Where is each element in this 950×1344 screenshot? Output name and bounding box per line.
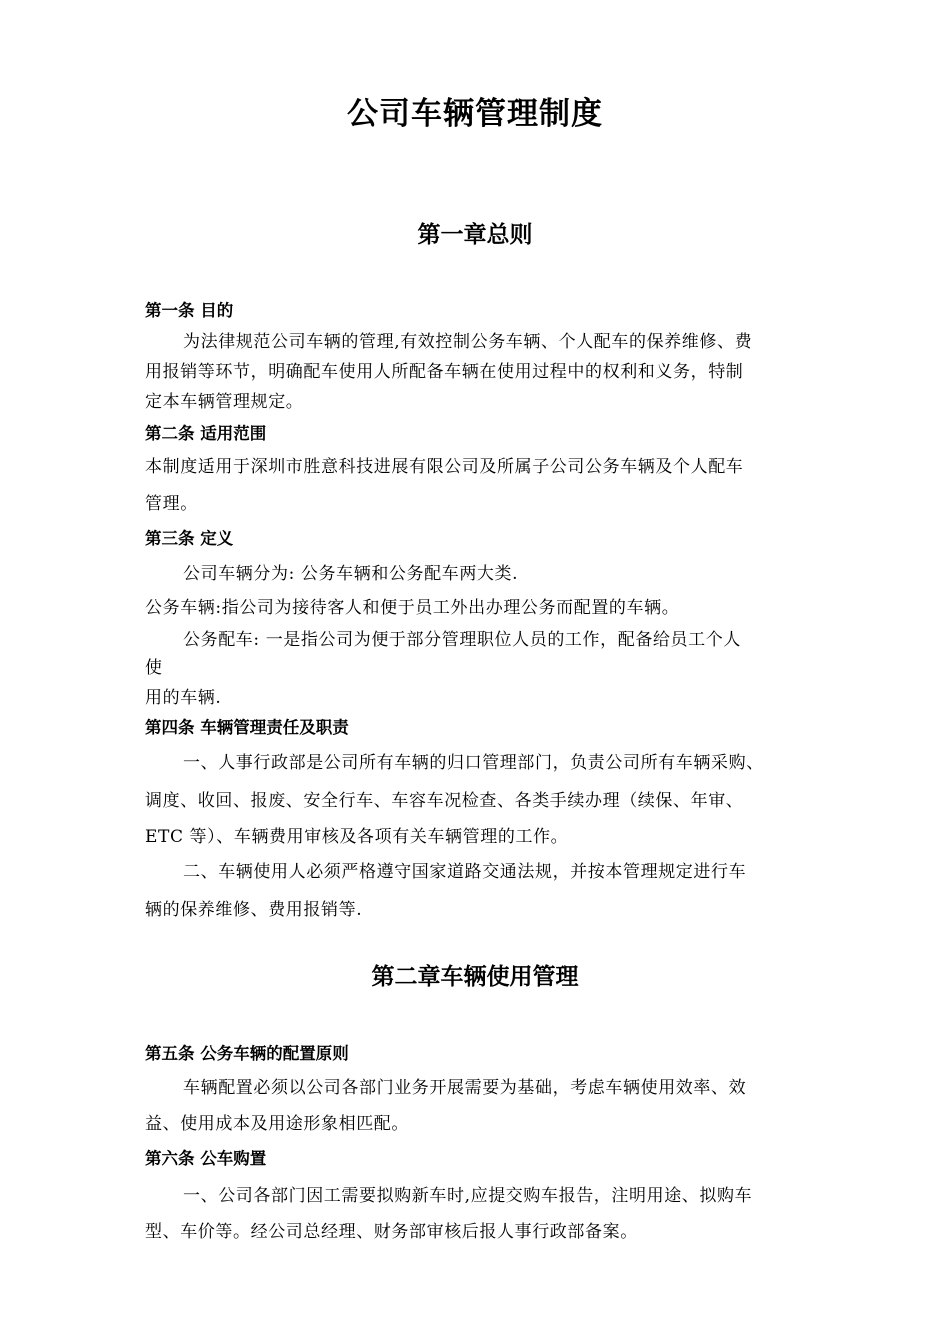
paragraph-line: 益、使用成本及用途形象相匹配。 — [145, 1114, 409, 1134]
paragraph-line: 管理。 — [145, 494, 198, 514]
paragraph-line: 一、公司各部门因工需要拟购新车时,应提交购车报告，注明用途、拟购车 — [183, 1186, 753, 1206]
paragraph-line: 辆的保养维修、费用报销等. — [145, 900, 363, 920]
chapter-heading: 第一章总则 — [417, 222, 533, 248]
paragraph-line: 公务车辆:指公司为接待客人和便于员工外出办理公务而配置的车辆。 — [145, 598, 680, 618]
article-heading: 第六条 公车购置 — [145, 1149, 267, 1168]
paragraph-line: 定本车辆管理规定。 — [145, 392, 304, 412]
paragraph-line: 用报销等环节，明确配车使用人所配备车辆在使用过程中的权利和义务，特制 — [145, 362, 744, 382]
paragraph-line: 二、车辆使用人必须严格遵守国家道路交通法规，并按本管理规定进行车 — [183, 862, 747, 882]
article-heading: 第五条 公务车辆的配置原则 — [145, 1044, 349, 1063]
article-heading: 第二条 适用范围 — [145, 424, 267, 443]
paragraph-line: ETC 等）、车辆费用审核及各项有关车辆管理的工作。 — [145, 827, 569, 847]
paragraph-line: 公务配车: 一是指公司为便于部分管理职位人员的工作，配备给员工个人 — [183, 630, 741, 650]
chapter-heading: 第二章车辆使用管理 — [371, 964, 579, 990]
paragraph-line: 一、人事行政部是公司所有车辆的归口管理部门，负责公司所有车辆采购、 — [183, 753, 764, 773]
paragraph-line: 使 — [145, 658, 163, 678]
article-heading: 第三条 定义 — [145, 529, 234, 548]
document-title: 公司车辆管理制度 — [347, 96, 603, 132]
article-heading: 第四条 车辆管理责任及职责 — [145, 718, 349, 737]
paragraph-line: 调度、收回、报废、安全行车、车容车况检查、各类手续办理（续保、年审、 — [145, 791, 744, 811]
paragraph-line: 为法律规范公司车辆的管理,有效控制公务车辆、个人配车的保养维修、费 — [183, 332, 753, 352]
paragraph-line: 本制度适用于深圳市胜意科技进展有限公司及所属子公司公务车辆及个人配车 — [145, 457, 744, 477]
paragraph-line: 用的车辆. — [145, 688, 222, 708]
paragraph-line: 公司车辆分为: 公务车辆和公务配车两大类. — [183, 564, 519, 584]
paragraph-line: 型、车价等。经公司总经理、财务部审核后报人事行政部备案。 — [145, 1222, 638, 1242]
paragraph-line: 车辆配置必须以公司各部门业务开展需要为基础，考虑车辆使用效率、效 — [183, 1078, 747, 1098]
article-heading: 第一条 目的 — [145, 301, 234, 320]
